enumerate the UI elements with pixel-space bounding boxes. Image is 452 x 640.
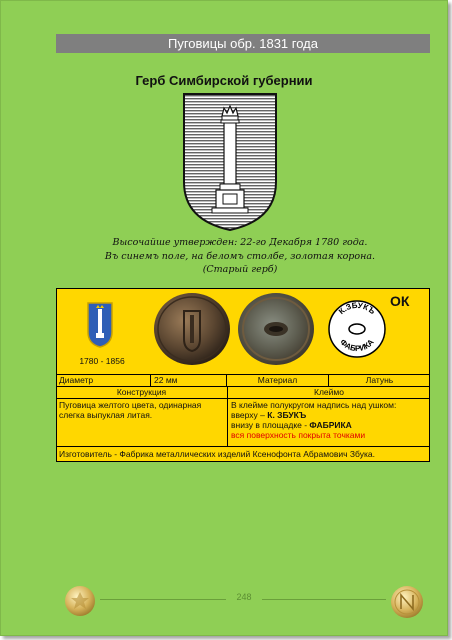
mark-value: К. ЗБУКЪ [267,410,307,420]
footer-right-medallion [390,585,424,619]
page-number: 248 [236,592,252,602]
description-line: Въ синемъ поле, на беломъ столбе, золотая корона. [104,250,376,262]
mark-line-prefix: внизу в площадке - [231,420,310,430]
stamp-text-top: К.ЗБУКЪ [336,300,377,317]
diameter-label: Диаметр [56,374,150,386]
coat-of-arms-shield [182,92,278,232]
mark-line-highlight: вся поверхность покрыта точками [231,430,366,440]
manufacturer-text: Изготовитель - Фабрика металлических изделий Ксенофонта Абрамович Збука. [56,446,430,462]
diameter-value: 22 мм [150,374,226,386]
status-badge: ОК [390,293,410,309]
mark-line [231,410,427,420]
coat-of-arms-thumbnail [87,302,113,348]
description-line: Высочайше утвержден: 22-го Декабря 1780 года. [112,237,368,248]
material-value: Латунь [328,374,430,386]
mark-value: ФАБРИКА [309,420,352,430]
mark-line [231,420,427,430]
mark-header: Клеймо [227,386,430,398]
stamp-text-bottom: ФАБРИКА [338,337,376,354]
page-header-title: Пуговицы обр. 1831 года [168,36,318,51]
years-label: 1780 - 1856 [79,356,125,366]
button-front-photo [152,291,232,367]
footer-line-right [262,599,386,600]
page-header [56,34,430,53]
material-label: Материал [226,374,328,386]
coat-of-arms-title: Герб Симбирской губернии [135,73,313,88]
construction-header: Конструкция [56,386,227,398]
maker-mark-drawing [327,299,387,359]
coat-of-arms-description [60,236,420,277]
mark-line-prefix: вверху – [231,410,268,420]
description-line: (Старый герб) [202,264,278,275]
button-back-photo [236,291,316,367]
mark-line: В клейме полукругом надпись над ушком: [231,400,397,410]
construction-text: Пуговица желтого цвета, одинарная слегка выпуклая литая. [56,398,227,446]
footer-left-medallion [64,585,96,617]
footer-line-left [100,599,226,600]
mark-text [227,398,430,446]
